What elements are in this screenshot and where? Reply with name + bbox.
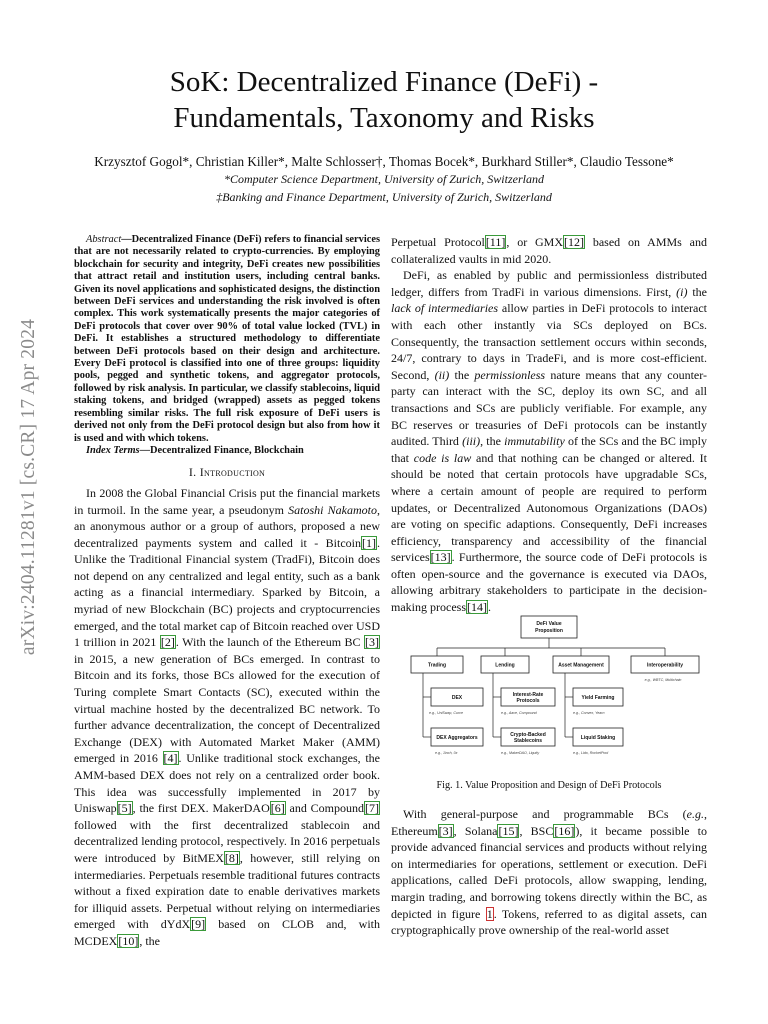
node-label: DeFi Value xyxy=(536,621,562,627)
section-title: Introduction xyxy=(199,465,266,480)
citation-link[interactable]: [14] xyxy=(466,600,487,615)
text-run: the xyxy=(687,284,707,299)
text-run: , the xyxy=(139,933,161,948)
node-label: Interoperability xyxy=(646,662,684,669)
emphasis: permissionless xyxy=(474,367,546,382)
text-run: . xyxy=(487,600,491,615)
text-run: , the xyxy=(480,434,505,449)
citation-link[interactable]: [7] xyxy=(365,801,379,816)
index-terms-text: —Decentralized Finance, Blockchain xyxy=(139,444,304,456)
figure-caption: Fig. 1. Value Proposition and Design of DeFi Protocols xyxy=(436,780,662,791)
text-run: and Compound xyxy=(285,801,364,816)
text-run: In 2008 the Global Financial Crisis put the financial markets in turmoil. In the same year, a pseudonym xyxy=(74,485,380,517)
text-run: ), it became possible to provide advanced financial services and products without relying on intermediaries for operations, settlement or execution. DeFi applications, called DeFi protocols, allow swapping, lending, margin trading, and borrowing tokens directly within the BC, as depicted in figure xyxy=(391,823,707,921)
right-paragraph-1 xyxy=(391,234,707,267)
title-line-1: SoK: Decentralized Finance (DeFi) - xyxy=(169,66,599,98)
node-lending xyxy=(481,656,529,673)
node-label: Trading xyxy=(427,662,447,669)
node-defi-value-proposition xyxy=(521,616,577,638)
text-run: . Furthermore, the source code of DeFi protocols is often open-source and the governance is executed via DAOs, allowing arbitrary stakeholders to participate in the decision-making process xyxy=(391,550,707,615)
title-line-2: Fundamentals, Taxonomy and Risks xyxy=(173,102,595,134)
abstract xyxy=(74,234,380,445)
node-dex-aggregators xyxy=(431,728,483,746)
node-dex xyxy=(431,688,483,706)
text-run: , Solana xyxy=(453,823,498,838)
text-run: , the first DEX. MakerDAO xyxy=(132,801,270,816)
citation-link[interactable]: [12] xyxy=(564,235,585,249)
emphasis: (i) xyxy=(676,284,688,299)
example-interoperability: e.g., WBTC, Multichain xyxy=(644,678,682,682)
emphasis: e.g. xyxy=(686,807,704,821)
node-interoperability xyxy=(631,656,699,673)
text-run: , or GMX xyxy=(506,235,564,249)
text-run: nature means that any counter-party can interact with the SC, deploy its own SC, and all transactions and SCs are publicly verifiable. For example, any BC reserves or treasuries of DeFi protocols can be instantly audited. Third xyxy=(391,367,707,449)
text-run: allow parties in DeFi protocols to interact with each other instantly via SCs deployed on BCs. Consequently, the transaction settlement occurs within seconds, 24/7, contrary to days in TradeFi, and is more cost-efficient. Second, xyxy=(391,301,707,382)
arxiv-identifier xyxy=(14,272,44,702)
node-label: DEX xyxy=(451,695,463,701)
example-dex: e.g., UniSwap, Curve xyxy=(429,711,463,715)
abstract-text: —Decentralized Finance (DeFi) refers to financial services that are not necessarily related to crypto-currencies. By employing blockchain for security and integrity, DeFi creates new possibilities that attract retail and institution users, including central banks. Given its novel applications and sophisticated designs, the distinction between DeFi services and understanding the risk involved is often complex. This work systematically presents the major categories of DeFi protocols that cover over 90% of total value locked (TVL) in DeFi. It establishes a structured methodology to differentiate between DeFi protocols based on their design and architecture. Every DeFi protocol is classified into one of three groups: liquidity pools, pegged and synthetic tokens, and aggregator protocols, followed by risk analysis. In particular, we classify stablecoins, liquid staking tokens, and bridged (wrapped) assets as pegged tokens resembling similar risks. The full risk exposure of DeFi users is derived not only from the DeFi protocol design but also from how it is used and with which tokens. xyxy=(74,234,380,444)
section-number: I. xyxy=(188,465,197,480)
figure-1-diagram xyxy=(391,608,707,776)
emphasis: (iii) xyxy=(462,434,481,449)
citation-link[interactable]: [3] xyxy=(438,823,453,838)
paper-title xyxy=(60,64,708,136)
citation-link[interactable]: [2] xyxy=(160,635,175,650)
node-label: Proposition xyxy=(535,628,563,634)
node-label: Yield Farming xyxy=(581,695,615,701)
affiliation-cs: *Computer Science Department, University of Zurich, Switzerland xyxy=(224,172,544,186)
citation-link[interactable]: [1] xyxy=(362,535,376,550)
example-liquid-staking: e.g., Lido, RocketPool xyxy=(573,751,609,755)
left-column xyxy=(74,234,380,950)
citation-link[interactable]: [16] xyxy=(554,823,575,838)
citation-link[interactable]: [13] xyxy=(430,550,451,565)
example-dex-aggregators: e.g., 1inch, 0x xyxy=(435,751,458,755)
text-run: and that nothing can be changed or altered. It should be noted that certain protocols have upgradable SCs, where a certain amount of people are required to perform updates, or Decentralized Autonomous Organizations (DAOs) are voting on specific adaptions. Consequently, DeFi increases efficiency, transparency and accessibility of the financial services xyxy=(391,450,708,565)
node-label: Crypto-Backed xyxy=(510,732,546,738)
node-trading xyxy=(411,656,463,673)
node-label: Asset Management xyxy=(558,662,604,669)
citation-link[interactable]: [11] xyxy=(485,235,506,249)
citation-link[interactable]: [15] xyxy=(498,823,519,838)
node-label: Stablecoins xyxy=(513,738,543,744)
node-crypto-backed-stablecoins xyxy=(501,728,555,746)
node-label: Lending xyxy=(495,662,515,669)
citation-link[interactable]: [10] xyxy=(118,933,139,948)
example-yield-farming: e.g., Convex, Yearn xyxy=(573,711,605,715)
affiliation-banking: ‡Banking and Finance Department, University of Zurich, Switzerland xyxy=(216,190,552,204)
text-run: followed with the first decentralized stablecoin and decentralized lending protocol, respectively. In 2016 perpetuals were introduced by BitMEX xyxy=(74,817,380,865)
text-run: of the SCs and the BC imply that xyxy=(391,434,707,465)
text-run: . With the launch of the Ethereum BC xyxy=(175,635,364,650)
node-label: Liquid Staking xyxy=(580,735,616,741)
node-asset-management xyxy=(553,656,609,673)
text-run: With general-purpose and programmable BCs ( xyxy=(403,807,687,821)
citation-link[interactable]: [3] xyxy=(365,635,379,650)
text-run: , Ethereum xyxy=(391,807,707,838)
text-run: , an anonymous author or a group of authors, proposed a new decentralized payments system and called it - Bitcoin xyxy=(74,502,380,550)
text-run: , however, still relying on intermediaries. Perpetuals resemble traditional futures contracts without a fixed expiration date to enable derivatives markets for illiquid assets. Perpetual without relying on intermediaries emerged with dYdX xyxy=(74,850,380,932)
after-figure-paragraph xyxy=(391,806,707,939)
figure-reference-link[interactable]: 1 xyxy=(486,906,493,921)
right-column xyxy=(391,234,707,616)
text-run: DeFi, as enabled by public and permissionless distributed ledger, differs from TradFi in various dimensions. First, xyxy=(391,268,707,299)
node-label: Protocols xyxy=(516,698,540,704)
node-label: DEX Aggregators xyxy=(436,735,478,741)
citation-link[interactable]: [6] xyxy=(270,801,285,816)
arxiv-identifier-text: arXiv:2404.11281v1 [cs.CR] 17 Apr 2024 xyxy=(18,318,39,656)
index-terms xyxy=(74,445,380,457)
citation-link[interactable]: [9] xyxy=(191,917,206,932)
node-interest-rate-protocols xyxy=(501,688,555,706)
text-run: based on AMMs and collateralized vaults in mid 2020. xyxy=(391,235,707,266)
right-paragraph-2 xyxy=(391,267,707,615)
index-terms-label: Index Terms xyxy=(86,444,140,456)
citation-link[interactable]: [8] xyxy=(224,850,239,865)
intro-paragraph xyxy=(74,485,380,950)
text-run: . Unlike traditional stock exchanges, the AMM-based DEX does not rely on a centralized order book. This idea was successfully implemented in 2017 by Uniswap xyxy=(74,751,380,816)
example-stablecoins: e.g., MakerDAO, Liquity xyxy=(501,751,540,755)
text-run: . Tokens, referred to as digital assets, can cryptographically prove ownership of the real-world asset xyxy=(391,906,708,938)
defi-taxonomy-diagram xyxy=(391,608,707,776)
citation-link[interactable]: [5] xyxy=(117,801,132,816)
text-run: , BSC xyxy=(519,823,554,838)
citation-link[interactable]: [4] xyxy=(163,751,178,766)
emphasis: Satoshi Nakamoto xyxy=(288,502,377,517)
emphasis: immutability xyxy=(504,434,565,449)
text-run: the xyxy=(449,367,475,382)
text-run: . Unlike the Traditional Financial system (TradFi), Bitcoin does not depend on any centralized and legal entity, such as a bank acting as a financial intermediary. Sparked by Bitcoin, a myriad of new Blockchain (BC) projects and cryptocurrencies emerged, and the total market cap of Bitcoin reached over USD 1 trillion in 2021 xyxy=(74,535,380,650)
node-label: Interest-Rate xyxy=(512,692,544,698)
right-paragraph-3 xyxy=(391,806,707,939)
text-run: Perpetual Protocol xyxy=(391,235,485,249)
emphasis: (ii) xyxy=(434,367,450,382)
section-heading-introduction xyxy=(74,464,380,481)
text-run: based on CLOB and, with MCDEX xyxy=(74,917,380,948)
node-liquid-staking xyxy=(573,728,623,746)
text-run: in 2015, a new generation of BCs emerged. In contrast to Bitcoin and its forks, those BCs allowed for the execution of Turing complete Smart Contacts (SC), executed within the virtual machine hosted by the decentralized BC network. To further advance decentralization, the concept of Decentralized Exchange (DEX) with Automated Market Maker (AMM) emerged in 2016 xyxy=(74,651,380,766)
emphasis: lack of intermediaries xyxy=(391,301,499,316)
example-interest-rate: e.g., Aave, Compound xyxy=(501,711,537,715)
abstract-label: Abstract xyxy=(86,234,122,245)
node-yield-farming xyxy=(573,688,623,706)
author-list: Krzysztof Gogol*, Christian Killer*, Malte Schlosser†, Thomas Bocek*, Burkhard Stiller*, Claudio Tessone* xyxy=(94,154,674,169)
connector-lines xyxy=(423,638,665,737)
emphasis: code is law xyxy=(413,450,472,465)
